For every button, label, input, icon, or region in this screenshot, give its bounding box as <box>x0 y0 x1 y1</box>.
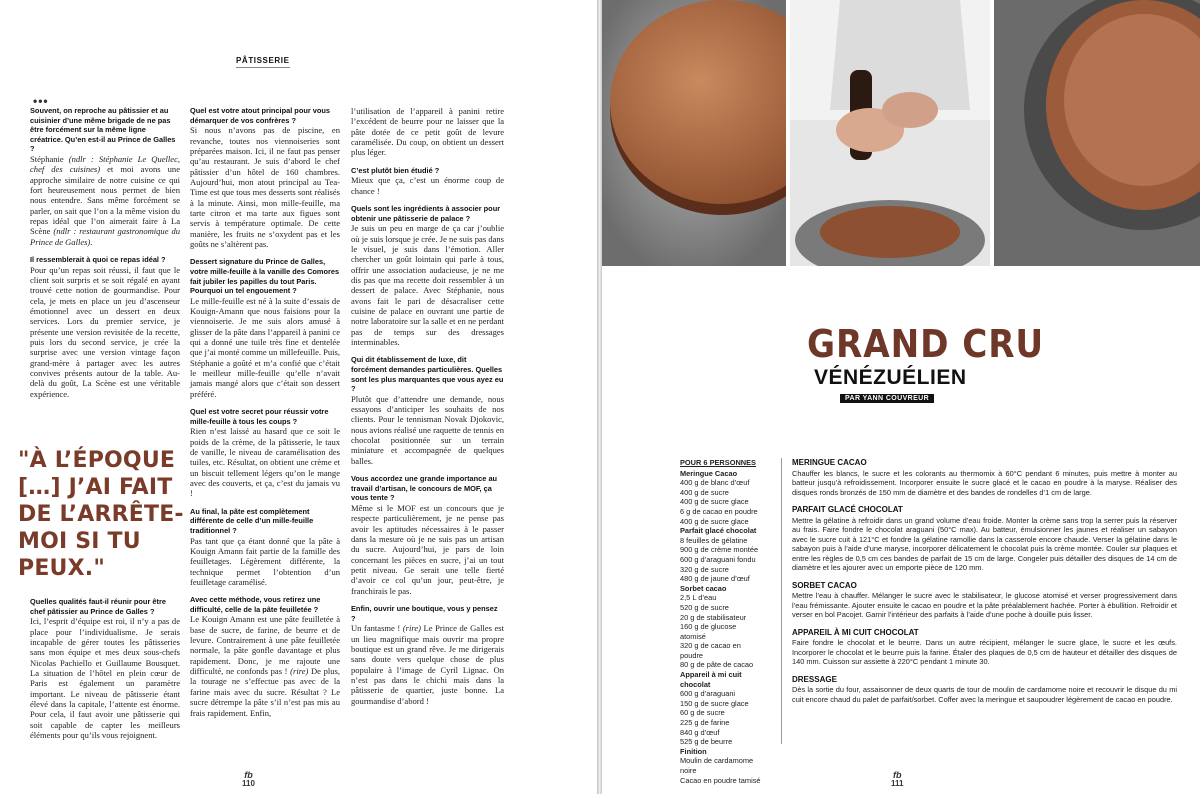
ingredient-item: 400 g de sucre glace <box>680 497 749 507</box>
page-number-text: 110 <box>242 779 255 788</box>
ingredients-list <box>680 458 764 785</box>
photo-chef-grinding <box>790 0 990 266</box>
step-title: SORBET CACAO <box>792 580 857 590</box>
question: Quels sont les ingrédients à associer pour obtenir une pâtisserie de palace ? <box>351 204 501 223</box>
answer: l’utilisation de l’appareil à panini retire l’excédent de beurre pour ne laisser que la pâte dotée de ce petit goût de levure caramélisée. Du coup, on obtient un dessert plus léger. <box>351 106 504 158</box>
ingredient-item: 20 g de stabilisateur <box>680 612 747 622</box>
question: C’est plutôt bien étudié ? <box>351 165 440 175</box>
ingredient-item: 160 g de glucose atomisé <box>680 622 737 641</box>
ingredient-item: 520 g de sucre <box>680 602 729 612</box>
page-number-text: 111 <box>891 779 904 788</box>
ingredient-item: 600 g d’araguani <box>680 689 736 699</box>
answer: Le mille-feuille est né à la suite d’essais de Kouign-Amann que nous faisions pour la viennoiserie. Je me suis alors amusé à glisser de la pâte dans l’appareil à panini ce qui a donné une tuile très fine et dentelée que j’ai monté comme un millefeuille. Puis, Stéphanie a goûté et m’a confié que c’était le meilleur mille-feuille qu’elle n’avait jamais mangé alors que c’était son dessert préféré. <box>190 295 341 399</box>
ingredient-item: 320 g de sucre <box>680 564 729 574</box>
ingredients-heading: POUR 6 PERSONNES <box>680 458 756 467</box>
ingredient-item: 400 g de sucre glace <box>680 516 749 526</box>
ingredient-item: 60 g de sucre <box>680 708 725 718</box>
ingredient-item: Moulin de cardamome <box>680 756 754 766</box>
section-label: PÂTISSERIE <box>236 56 290 68</box>
intro-dots: ••• <box>33 94 49 108</box>
answer: Je suis un peu en marge de ça car j’oublie où je suis lorsque je crée. Je ne suis pas dans le visuel, je suis dans l’émotion. Aller chercher un goût lointain qui parle à tous, offrir une association audacieuse, je ne me dis pas que ma recette doit ressembler à un dessert de palace. Avec Stéphanie, nous avons fait le pari de désacraliser cette cuisine de palace en ouvrant une partie de notre laboratoire sur la salle et en ne perdant pas de temps sur des dressages interminables. <box>351 223 504 347</box>
column-divider <box>781 458 782 744</box>
photo-cake-disc <box>602 0 786 266</box>
step-title: PARFAIT GLACÉ CHOCOLAT <box>792 505 903 514</box>
answer: Même si le MOF est un concours que je respecte particulièrement, je ne pense pas avoir les aptitudes nécessaires à le passer dans la mesure où je ne suis pas un artisan du sucre. Aujourd’hui, je pars de loin concernant les pièces en sucre, j’ai un tout petit niveau. Ge serait une telle fierté d’avoir ce col qu’un jour, peut-être, je franchirais le pas. <box>351 502 504 596</box>
recipe-title-main: GRAND CRU <box>807 322 1045 366</box>
answer: Pour qu’un repas soit réussi, il faut que le client soit surpris et se soit régalé en ayant trouvé cette notion de gourmandise. Pour cela, je mets en place un jeu d’ascenseur émotionnel avec un dessert en deux services. Lors du premier service, je présente une version revisitée de la recette, puis lors du second service, je crée la surprise avec une version vintage façon grand-mère à partager avec les autres convives présents autour de la table. Au-delà du goût, La Scène est une véritable expérience. <box>30 264 180 399</box>
answer: Pas tant que ça étant donné que la pâte à Kouign Amann fait partie de la famille des feuilletages. Légèrement différente, la technique permet l’obtention d’un feuilletage caramélisé. <box>190 535 340 587</box>
column-1 <box>30 106 180 399</box>
ingredient-item: Cacao en poudre tamisé <box>680 775 761 785</box>
answer: Un fantasme ! (rire) Le Prince de Galles est un lieu magnifique mais ouvrir ma propre boutique est un grand rêve. Je me dirigerais sans doute vers quelque chose de plus populaire à l’image de Cyril Lignac. On n’est pas dans le chichi mais dans la pâtisserie de quartier, juste bonne. La gourmandise d’abord ! <box>351 623 504 706</box>
column-3 <box>351 106 504 706</box>
ingredient-group-title: Appareil à mi cuit chocolat <box>680 670 742 689</box>
ingredient-item: noire <box>680 766 697 775</box>
page-number <box>242 771 255 788</box>
question: Qui dit établissement de luxe, dit forcément demandes particulières. Quelles sont les plus marquantes que vous ayez eu ? <box>351 355 504 394</box>
question: Quel est votre secret pour réussir votre mille-feuille à tous les coups ? <box>190 407 329 426</box>
right-page <box>602 0 1200 794</box>
step-text: Chauffer les blancs, le sucre et les colorants au thermomix à 60°C pendant 6 minutes, puis mettre à monter au batteur jusqu’à refroidissement. Incorporer ensuite le sucre glacé et le cacao en poudre à la maryse. Réaliser des disques ronds bronzés de 150 mm de diamètre et des bandes de rondelles d’1 cm de large. <box>792 468 1177 497</box>
magazine-logo-mark: fb <box>244 770 253 780</box>
ingredient-item: 400 g de sucre <box>680 487 729 497</box>
step-text: Mettre l’eau à chauffer. Mélanger le sucre avec le stabilisateur, le glucose atomisé et verser progressivement dans l’eau frémissante. Ajouter ensuite le cacao en poudre et la pâte préalablement hachée. Porter à ébullition. Refroidir et verser en bol Pacojet. Garnir l’intérieur des parfaits à l’aide d’une poche à douille puis lisser. <box>792 591 1177 619</box>
ingredient-item: 900 g de crème montée <box>680 545 759 555</box>
column-2 <box>190 106 340 718</box>
ingredient-item: 2,5 L d’eau <box>680 593 717 603</box>
answer: Plutôt que d’attendre une demande, nous essayons d’anticiper les souhaits de nos clients. Pour le tennisman Novak Djokovic, nous avions réalisé une raquette de tennis en chocolat positionnée sur un terrain miniature et accompagnée de quelques balles. <box>351 393 504 466</box>
step-title: APPAREIL À MI CUIT CHOCOLAT <box>792 627 919 637</box>
step-title: MERINGUE CACAO <box>792 458 867 467</box>
step-title: DRESSAGE <box>792 674 837 684</box>
step-text: Faire fondre le chocolat et le beurre. Dans un autre récipient, mélanger le sucre glace, le sucre et les œufs. Incorporer le chocolat et le beurre puis la farine. Étaler des plaques de 0,5 cm de hauteur et détailler des disques de 140 mm. Cuisson sur assiette à 220°C pendant 1 minute 30. <box>792 638 1177 666</box>
ingredient-group-title: Meringue Cacao <box>680 468 738 478</box>
ingredient-item: 8 feuilles de gélatine <box>680 535 748 545</box>
ingredient-item: 525 g de beurre <box>680 737 733 747</box>
ingredient-item: 150 g de sucre glace <box>680 698 749 708</box>
magazine-logo-mark: fb <box>892 770 902 780</box>
ingredient-item: 80 g de pâte de cacao <box>680 660 754 670</box>
step-text: Mettre la gélatine à refroidir dans un grand volume d’eau froide. Monter la crème sans trop la serrer puis la réserver au frais. Faire fondre le chocolat araguani (50°C max). Au batteur, émulsionner les jaunes et réaliser un sabayon avec le sucre cuit à 121°C et fondre la gélatine ramollie dans la casserole encore chaude. Verser la gélatine dans le sabayon puis à l’aide d’une maryse, incorporer délicatement le chocolat puis la crème montée. Couler sur plaques et entre les règles de 0,5 cm ces bandes de parfait de 15 cm de large. Congeler puis détailler des disques de 14 cm de diamètre et les ajourer avec un emporte pièce de 120 mm. <box>792 515 1177 572</box>
ingredient-item: 320 g de cacao en poudre <box>680 641 741 660</box>
ingredient-item: 400 g de blanc d’œuf <box>680 478 750 488</box>
question: Dessert signature du Prince de Galles, votre mille-feuille à la vanille des Comores fait jubiler les papilles du tout Paris. Pourquoi un tel engouement ? <box>190 257 340 296</box>
answer: Si nous n’avons pas de piscine, en revanche, toutes nos viennoiseries sont préparées maison. Ici, il ne faut pas penser qu’au restaurant. Je suis d’abord le chef pâtissier d’un hôtel de 160 chambres. Aujourd’hui, mon atout principal au Tea-Time est que tous mes desserts sont réalisés à la minute. Ainsi, mon mille-feuille, ma tarte citron et ma tarte aux figues sont servis à température optimale. De cette manière, les fruits ne s’oxydent pas et les goûts ne s’altèrent pas. <box>190 125 340 249</box>
answer: Mieux que ça, c’est un énorme coup de chance ! <box>351 175 504 196</box>
answer: Stéphanie (ndlr : Stéphanie Le Quellec, chef des cuisines) et moi avons une approche similaire de notre cuisine ce qui fort heureusement nous permet de bien nous entendre. Sans même forcément se parler, on sait que l’on a la même vision du repas idéal que l’on aimerait faire à La Scène (ndlr : restaurant gastronomique du Prince de Galles). <box>30 153 181 247</box>
byline: PAR YANN COUVREUR <box>840 394 934 403</box>
answer: Ici, l’esprit d’équipe est roi, il n’y a pas de place pour l’individualisme. Je serais incapable de gérer toutes les pâtisseries sans mon équipe et mes deux sous-chefs Nicolas Pachiello et Guillaume Bousquet. La situation de l’hôtel en plein cœur de Paris est également un paramètre important. Le niveau de pâtisserie étant élevé dans la capitale, l’attente est énorme. Pour cela, il faut avoir une pâtisserie qui soit capable de capter les meilleurs éléments pour qu’ils vous rejoignent. <box>30 616 180 740</box>
recipe-steps <box>792 458 1177 704</box>
answer: Le Kouign Amann est une pâte feuilletée à base de sucre, de farine, de beurre et de levure. Contrairement à une pâte feuilletée normale, la pâte gonfle davantage et plus rapidement. Donc, je me rajoute une difficulté, ne confonds pas ! (rire) De plus, la tourage ne s’effectue pas avec de la farine mais avec du sucre. Résultat ? Le sucre détrempe la pâte s’il n’est pas mis au frais rapidement. Enfin, <box>190 614 340 718</box>
question: Vous accordez une grande importance au travail d’artisan, le concours de MOF, ça vous tente ? <box>351 474 498 503</box>
ingredient-group-title: Finition <box>680 746 707 756</box>
question: Quel est votre atout principal pour vous démarquer de vos confrères ? <box>190 106 331 125</box>
ingredient-group-title: Parfait glacé chocolat <box>680 526 757 536</box>
question: Enfin, ouvrir une boutique, vous y pensez ? <box>351 603 498 623</box>
recipe-title-sub: VÉNÉZUÉLIEN <box>814 366 967 389</box>
page-number <box>891 771 903 788</box>
pull-quote: "À L’ÉPOQUE […] J’AI FAIT DE L’ARRÊTE-MOI SI TU PEUX." <box>18 448 184 581</box>
question: Avec cette méthode, vous retirez une difficulté, celle de la pâte feuilletée ? <box>190 595 321 614</box>
ingredient-item: 840 g d’œuf <box>680 727 720 737</box>
question: Au final, la pâte est complètement différente de celle d’un mille-feuille traditionnel ? <box>190 506 314 535</box>
left-page <box>0 0 597 794</box>
question: Souvent, on reproche au pâtissier et au cuisinier d’une même brigade de ne pas être forcément sur la même ligne créatrice. Qu’en est-il au Prince de Galles ? <box>30 106 176 154</box>
ingredient-group-title: Sorbet cacao <box>680 583 727 593</box>
question: Il ressemblerait à quoi ce repas idéal ? <box>30 255 166 265</box>
column-1-bottom <box>30 597 180 740</box>
ingredient-item: 6 g de cacao en poudre <box>680 506 758 516</box>
ingredient-item: 225 g de farine <box>680 718 730 728</box>
answer: Rien n’est laissé au hasard que ce soit le poids de la crème, de la pâtisserie, le taux de vanille, le niveau de caramélisation des tuiles, etc. Résultat, on obtient une crème et un biscuit tellement légers qu’on le mange avec des couverts, et ça, c’est du jamais vu ! <box>190 426 340 499</box>
step-text: Dès la sortie du four, assaisonner de deux quarts de tour de moulin de cardamome noire et recouvrir le disque du mi cuit encore chaud du palet de parfait/sorbet. Coffer avec la meringue et saupoudrer légèrement de cacao en poudre. <box>792 685 1177 704</box>
ingredient-item: 480 g de jaune d’œuf <box>680 574 750 584</box>
question: Quelles qualités faut-il réunir pour être chef pâtissier au Prince de Galles ? <box>30 597 166 616</box>
ingredient-item: 600 g d’araguani fondu <box>680 554 756 564</box>
photo-plated-dessert <box>994 0 1200 266</box>
